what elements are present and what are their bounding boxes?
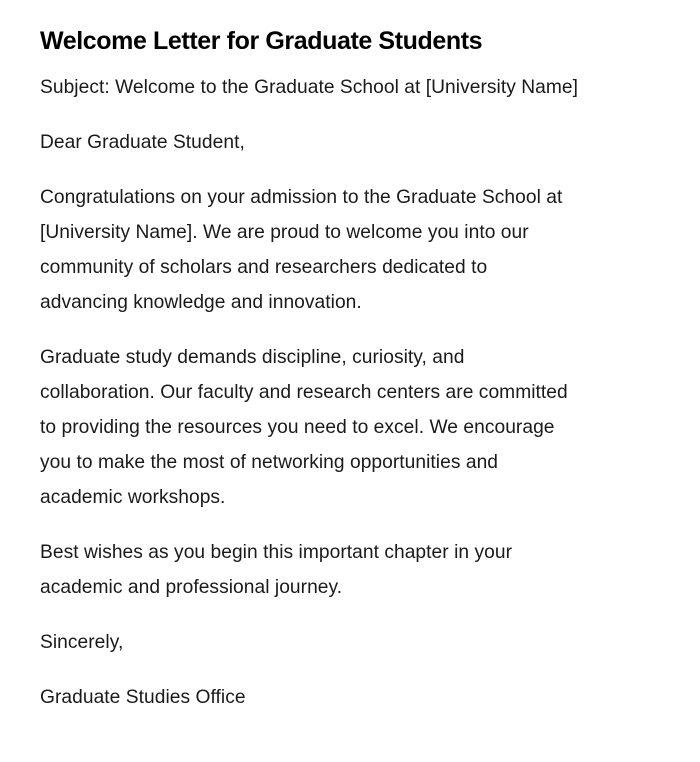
paragraph-line: to providing the resources you need to excel. We encourage [40, 417, 555, 438]
paragraph-line: academic workshops. [40, 487, 226, 508]
paragraph-line: Graduate study demands discipline, curiosity, and [40, 347, 465, 368]
paragraph-best-wishes [40, 535, 660, 605]
paragraph-line: Congratulations on your admission to the Graduate School at [40, 187, 563, 208]
paragraph-congratulations [40, 180, 660, 320]
paragraph-line: collaboration. Our faculty and research centers are committed [40, 382, 568, 403]
paragraph-line: academic and professional journey. [40, 577, 343, 598]
paragraph-line: Best wishes as you begin this important chapter in your [40, 542, 513, 563]
signature: Graduate Studies Office [40, 687, 246, 708]
closing: Sincerely, [40, 632, 124, 653]
paragraph-line: you to make the most of networking opportunities and [40, 452, 499, 473]
salutation: Dear Graduate Student, [40, 132, 245, 153]
document-title: Welcome Letter for Graduate Students [40, 27, 483, 55]
paragraph-line: community of scholars and researchers dedicated to [40, 257, 488, 278]
paragraph-line: advancing knowledge and innovation. [40, 292, 362, 313]
paragraph-graduate-study [40, 340, 660, 515]
subject-line: Subject: Welcome to the Graduate School at [University Name] [40, 77, 579, 98]
paragraph-line: [University Name]. We are proud to welcome you into our [40, 222, 529, 243]
